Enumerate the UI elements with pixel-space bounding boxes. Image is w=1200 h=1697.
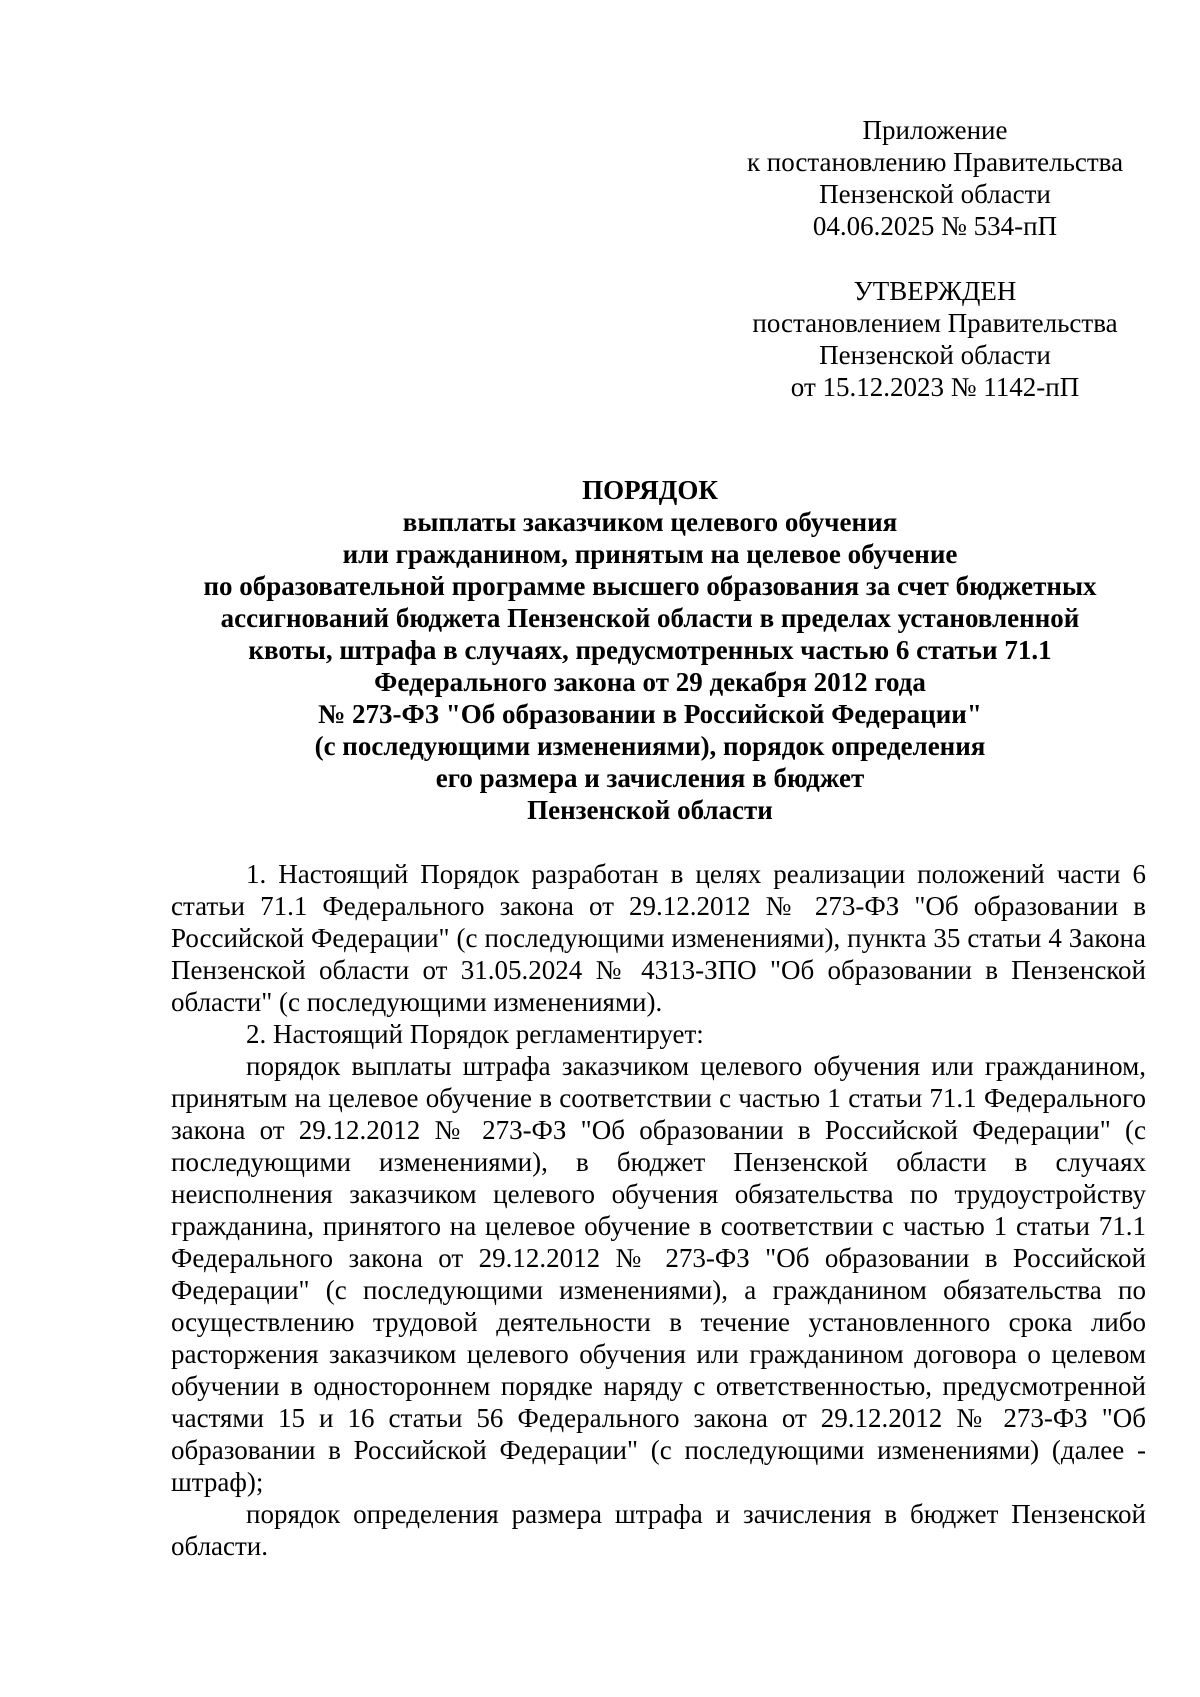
appendix-header xyxy=(735,114,1135,242)
title-line-6: квоты, штрафа в случаях, предусмотренных частью 6 статьи 71.1 xyxy=(248,635,1052,665)
title-line-4: по образовательной программе высшего образования за счет бюджетных xyxy=(203,571,1097,601)
title-line-3: или гражданином, принятым на целевое обучение xyxy=(342,539,958,569)
approved-line-1: УТВЕРЖДЕН xyxy=(853,276,1017,306)
appendix-line-4: 04.06.2025 № 534-пП xyxy=(812,211,1058,241)
title-line-8: № 273-ФЗ "Об образовании в Российской Федерации" xyxy=(318,699,982,729)
paragraph-3: порядок выплаты штрафа заказчиком целевого обучения или гражданином, принятым на целевое обучение в соответствии с частью 1 статьи 71.1 Федерального закона от 29.12.2012 № 273-ФЗ "Об образовании в Российской Федерации" (с последующими изменениями), в бюджет Пензенской области в случаях неисполнения заказчиком целевого обучения обязательства по трудоустройству гражданина, принятого на целевое обучение в соответствии с частью 1 статьи 71.1 Федерального закона от 29.12.2012 № 273-ФЗ "Об образовании в Российской Федерации" (с последующими изменениями), а гражданином обязательства по осуществлению трудовой деятельности в течение установленного срока либо расторжения заказчиком целевого обучения или гражданином договора о целевом обучении в одностороннем порядке наряду с ответственностью, предусмотренной частями 15 и 16 статьи 56 Федерального закона от 29.12.2012 № 273-ФЗ "Об образовании в Российской Федерации" (с последующими изменениями) (далее - штраф); xyxy=(171,1051,1146,1497)
title-line-1: ПОРЯДОК xyxy=(582,475,718,505)
document-body xyxy=(171,858,1146,1562)
title-line-2: выплаты заказчиком целевого обучения xyxy=(402,507,898,537)
document-title xyxy=(150,474,1150,826)
approved-line-4: от 15.12.2023 № 1142-пП xyxy=(790,372,1080,402)
title-line-7: Федерального закона от 29 декабря 2012 года xyxy=(374,667,926,697)
title-line-11: Пензенской области xyxy=(527,795,773,825)
title-line-9: (с последующими изменениями), порядок определения xyxy=(314,731,986,761)
paragraph-4: порядок определения размера штрафа и зачисления в бюджет Пензенской области. xyxy=(171,1499,1146,1561)
paragraph-1: 1. Настоящий Порядок разработан в целях реализации положений части 6 статьи 71.1 Федерального закона от 29.12.2012 № 273-ФЗ "Об образовании в Российской Федерации" (с последующими изменениями), пункта 35 статьи 4 Закона Пензенской области от 31.05.2024 № 4313-ЗПО "Об образовании в Пензенской области" (с последующими изменениями). xyxy=(171,859,1146,1017)
title-line-10: его размера и зачисления в бюджет xyxy=(435,763,865,793)
approved-line-3: Пензенской области xyxy=(819,340,1051,370)
approved-line-2: постановлением Правительства xyxy=(752,308,1118,338)
title-line-5: ассигнований бюджета Пензенской области в пределах установленной xyxy=(220,603,1080,633)
appendix-line-3: Пензенской области xyxy=(819,179,1051,209)
appendix-line-1: Приложение xyxy=(862,115,1008,145)
appendix-line-2: к постановлению Правительства xyxy=(746,147,1124,177)
paragraph-2: 2. Настоящий Порядок регламентирует: xyxy=(246,1019,704,1049)
approved-header xyxy=(735,275,1135,403)
